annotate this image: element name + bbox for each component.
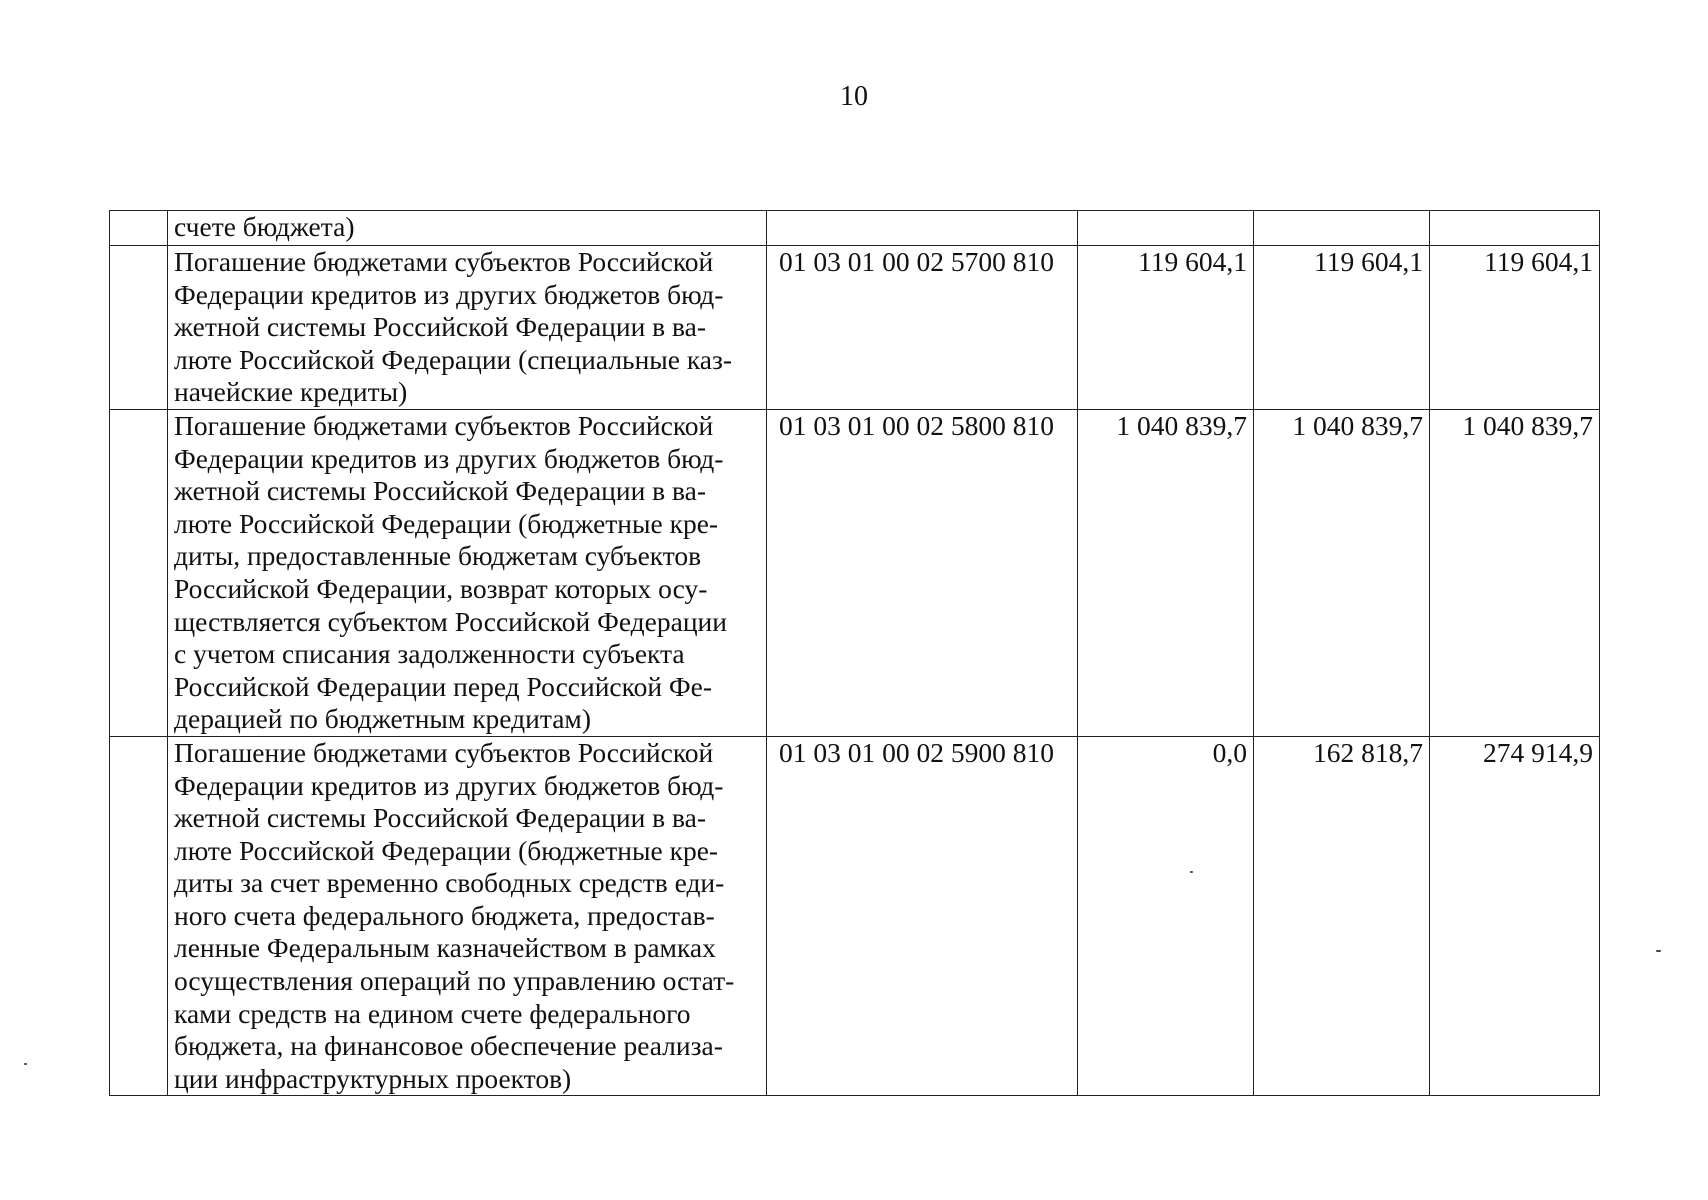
row-name-line: жетной системы Российской Федерации в ва- — [174, 311, 707, 343]
row-value-cell — [1254, 211, 1430, 246]
row-value-cell: 274 914,9 — [1430, 736, 1600, 1096]
row-value-cell: 1 040 839,7 — [1430, 409, 1600, 736]
row-name-line: Погашение бюджетами субъектов Российской — [174, 409, 714, 441]
row-name-line: осуществления операций по управлению остат- — [174, 965, 735, 997]
scan-speck — [24, 1063, 27, 1065]
row-name-cell — [168, 246, 767, 410]
row-name-line: Погашение бюджетами субъектов Российской — [174, 246, 714, 277]
row-name-line: ленные Федеральным казначейством в рамках — [174, 932, 716, 964]
row-value-cell: 162 818,7 — [1254, 736, 1430, 1096]
row-name-cell: счете бюджета) — [168, 211, 767, 246]
scan-speck — [1656, 950, 1661, 952]
row-value-cell: 1 040 839,7 — [1254, 409, 1430, 736]
row-name-line: дерацией по бюджетным кредитам) — [174, 703, 591, 735]
row-value-cell: 119 604,1 — [1254, 246, 1430, 410]
row-value-cell: 0,0 — [1078, 736, 1254, 1096]
row-name-line: Федерации кредитов из других бюджетов бюд- — [174, 278, 724, 310]
row-name-line: люте Российской Федерации (специальные каз- — [174, 343, 733, 375]
row-name-line: Федерации кредитов из других бюджетов бюд- — [174, 442, 724, 474]
row-marker-cell — [110, 736, 168, 1096]
row-name-line: ции инфраструктурных проектов) — [174, 1062, 572, 1094]
row-name-line: жетной системы Российской Федерации в ва- — [174, 475, 707, 507]
row-code-cell: 01 03 01 00 02 5800 810 — [767, 409, 1078, 736]
row-name-line: диты за счет временно свободных средств еди- — [174, 867, 725, 899]
table-row — [110, 409, 1600, 736]
row-name-line: Федерации кредитов из других бюджетов бюд- — [174, 769, 724, 801]
scan-speck — [1190, 871, 1193, 873]
table-row-continuation — [110, 211, 1600, 246]
row-name-line: ного счета федерального бюджета, предостав- — [174, 899, 715, 931]
row-name-line: люте Российской Федерации (бюджетные кре- — [174, 834, 719, 866]
row-name-line: начейские кредиты) — [174, 376, 408, 408]
budget-table — [109, 210, 1600, 1096]
row-value-cell — [1078, 211, 1254, 246]
table-row — [110, 736, 1600, 1096]
row-name-line: жетной системы Российской Федерации в ва- — [174, 802, 707, 834]
row-name-line: ками средств на едином счете федерального — [174, 997, 691, 1029]
row-value-cell: 119 604,1 — [1430, 246, 1600, 410]
row-name-line: люте Российской Федерации (бюджетные кре- — [174, 507, 719, 539]
row-name-cell — [168, 736, 767, 1096]
row-marker-cell — [110, 211, 168, 246]
row-code-cell: 01 03 01 00 02 5700 810 — [767, 246, 1078, 410]
row-marker-cell — [110, 409, 168, 736]
row-value-cell: 119 604,1 — [1078, 246, 1254, 410]
row-name-line: Погашение бюджетами субъектов Российской — [174, 736, 714, 768]
row-marker-cell — [110, 246, 168, 410]
row-name-line: Российской Федерации перед Российской Фе- — [174, 670, 713, 702]
row-code-cell: 01 03 01 00 02 5900 810 — [767, 736, 1078, 1096]
row-name-line: с учетом списания задолженности субъекта — [174, 638, 685, 670]
row-value-cell: 1 040 839,7 — [1078, 409, 1254, 736]
row-value-cell — [1430, 211, 1600, 246]
table-row — [110, 246, 1600, 410]
row-name-cell — [168, 409, 767, 736]
row-name-line: бюджета, на финансовое обеспечение реализа- — [174, 1030, 723, 1062]
row-name-line: диты, предоставленные бюджетам субъектов — [174, 540, 702, 572]
row-name-line: Российской Федерации, возврат которых осу- — [174, 572, 708, 604]
page-number: 10 — [840, 81, 868, 112]
row-name-line: ществляется субъектом Российской Федерации — [174, 605, 727, 637]
row-code-cell — [767, 211, 1078, 246]
